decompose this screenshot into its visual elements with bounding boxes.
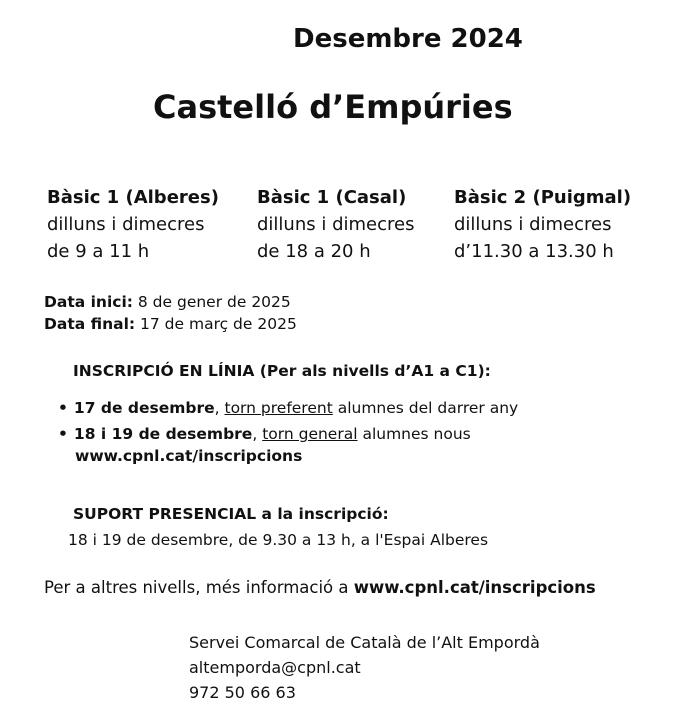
more-info-url: www.cpnl.cat/inscripcions xyxy=(353,578,596,597)
online-registration-heading: INSCRIPCIÓ EN LÍNIA (Per als nivells d’A1 a C1): xyxy=(73,362,491,380)
town-title: Castelló d’Empúries xyxy=(153,88,513,126)
in-person-support-text: 18 i 19 de desembre, de 9.30 a 13 h, a l'Espai Alberes xyxy=(68,531,489,549)
course-dates xyxy=(44,291,297,335)
item-date: 18 i 19 de desembre xyxy=(73,425,253,443)
online-registration-list xyxy=(58,395,518,447)
end-date-line xyxy=(44,313,297,335)
contact-email: altemporda@cpnl.cat xyxy=(189,658,361,677)
item-separator: , xyxy=(252,425,263,443)
course-hours: d’11.30 a 13.30 h xyxy=(454,241,614,262)
course-block xyxy=(257,184,414,265)
course-days: dilluns i dimecres xyxy=(47,214,205,235)
course-name: Bàsic 1 (Alberes) xyxy=(47,187,219,208)
course-hours: de 18 a 20 h xyxy=(257,241,371,262)
bullet-icon: • xyxy=(58,425,68,443)
more-info-line xyxy=(44,578,596,597)
registration-url: www.cpnl.cat/inscripcions xyxy=(75,447,303,465)
course-days: dilluns i dimecres xyxy=(257,214,415,235)
contact-footer xyxy=(189,630,540,705)
course-hours: de 9 a 11 h xyxy=(47,241,150,262)
organization-name: Servei Comarcal de Català de l’Alt Empordà xyxy=(189,633,540,652)
course-block xyxy=(47,184,219,265)
item-turn: torn preferent xyxy=(224,399,333,417)
start-date-label: Data inici: xyxy=(44,293,133,311)
list-item xyxy=(58,421,518,447)
item-date: 17 de desembre xyxy=(73,399,215,417)
bullet-icon: • xyxy=(58,399,68,417)
in-person-support-heading: SUPORT PRESENCIAL a la inscripció: xyxy=(73,505,389,523)
more-info-text: Per a altres nivells, més informació a xyxy=(44,578,354,597)
end-date-value: 17 de març de 2025 xyxy=(140,315,297,333)
course-name: Bàsic 1 (Casal) xyxy=(257,187,407,208)
month-title: Desembre 2024 xyxy=(293,24,523,54)
end-date-label: Data final: xyxy=(44,315,136,333)
course-days: dilluns i dimecres xyxy=(454,214,612,235)
item-turn: torn general xyxy=(262,425,358,443)
list-item xyxy=(58,395,518,421)
course-name: Bàsic 2 (Puigmal) xyxy=(454,187,632,208)
contact-phone: 972 50 66 63 xyxy=(189,683,296,702)
item-rest: alumnes nous xyxy=(357,425,471,443)
start-date-value: 8 de gener de 2025 xyxy=(137,293,291,311)
course-block xyxy=(454,184,631,265)
item-separator: , xyxy=(214,399,225,417)
item-rest: alumnes del darrer any xyxy=(332,399,519,417)
start-date-line xyxy=(44,291,297,313)
